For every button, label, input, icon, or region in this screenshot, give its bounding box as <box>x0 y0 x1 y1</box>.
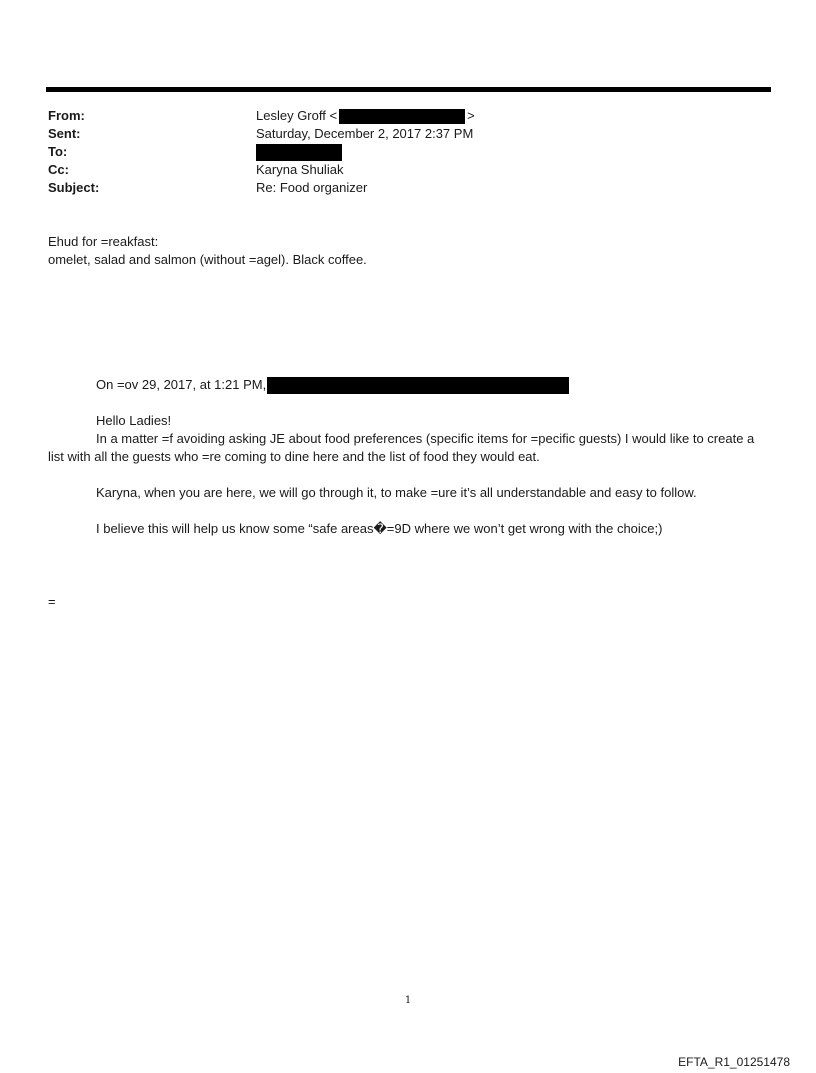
from-name: Lesley Groff < <box>256 108 338 123</box>
from-value <box>256 107 475 125</box>
header-rule <box>46 87 771 92</box>
quoted-message <box>48 376 768 538</box>
document-id: EFTA_R1_01251478 <box>678 1055 790 1069</box>
redacted-sender <box>267 377 569 394</box>
from-row <box>48 107 768 125</box>
page-number: 1 <box>404 995 412 1006</box>
trailing-equals: = <box>48 594 56 609</box>
cc-label: Cc: <box>48 162 69 177</box>
quote-paragraph-3: I believe this will help us know some “safe areas�=9D where we won’t get wrong with the choice;) <box>96 521 663 537</box>
redacted-recipient <box>256 144 342 161</box>
to-label: To: <box>48 144 68 159</box>
cc-value: Karyna Shuliak <box>256 162 344 177</box>
body-line-1: Ehud for =reakfast: <box>48 234 159 249</box>
redacted-email <box>339 109 465 124</box>
quote-greeting: Hello Ladies! <box>96 413 172 429</box>
cc-row <box>48 161 768 179</box>
email-header <box>48 107 768 197</box>
to-value <box>256 143 342 161</box>
subject-label: Subject: <box>48 180 100 195</box>
body-line-2: omelet, salad and salmon (without =agel). Black coffee. <box>48 252 367 267</box>
quote-intro-line <box>48 376 768 394</box>
from-label: From: <box>48 108 85 123</box>
to-row <box>48 143 768 161</box>
quote-intro: On =ov 29, 2017, at 1:21 PM, <box>96 377 267 392</box>
subject-row <box>48 179 768 197</box>
from-close: > <box>467 108 475 123</box>
sent-value: Saturday, December 2, 2017 2:37 PM <box>256 126 474 141</box>
subject-value: Re: Food organizer <box>256 180 368 195</box>
quote-paragraph-1: In a matter =f avoiding asking JE about food preferences (specific items for =pecific guests) I would like to create a list with all the guests who =re coming to dine here and the list of food they would eat. <box>48 431 755 465</box>
sent-row <box>48 125 768 143</box>
quote-paragraph-2: Karyna, when you are here, we will go through it, to make =ure it’s all understandable and easy to follow. <box>96 485 697 501</box>
email-body <box>48 233 768 269</box>
sent-label: Sent: <box>48 126 81 141</box>
